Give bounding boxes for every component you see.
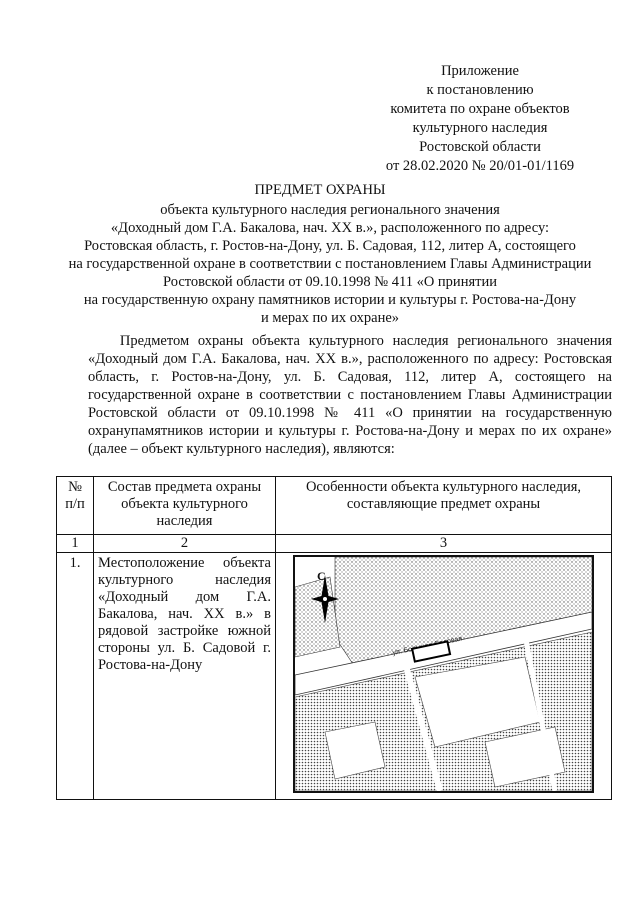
- table-header-row: [57, 477, 612, 535]
- document-subtitle: [60, 201, 600, 327]
- appendix-line: к постановлению: [426, 82, 534, 98]
- appendix-line: Ростовской области: [419, 139, 541, 155]
- appendix-line: Приложение: [441, 63, 519, 79]
- document-title: ПРЕДМЕТ ОХРАНЫ: [254, 182, 386, 198]
- table-numbering-row: [57, 535, 612, 553]
- table-row: [57, 553, 612, 800]
- subtitle-line: объекта культурного наследия регионального значения: [160, 202, 500, 218]
- appendix-header: [360, 62, 600, 176]
- subtitle-line: Ростовская область, г. Ростов-на-Дону, ул. Б. Садовая, 112, литер А, состоящего: [84, 238, 576, 254]
- numbering-cell: 3: [276, 535, 612, 553]
- map-drawing: [295, 557, 592, 791]
- appendix-line: комитета по охране объектов: [390, 101, 570, 117]
- row-description: Местоположение объекта культурного наследия «Доходный дом Г.А. Бакалова, нач. XX в.» в рядовой застройке южной стороны ул. Б. Садовой г. Ростова-на-Дону: [94, 553, 276, 800]
- subtitle-line: на государственную охрану памятников истории и культуры г. Ростова-на-Дону: [83, 292, 577, 308]
- body-text: [88, 332, 612, 458]
- subtitle-line: на государственной охране в соответствии с постановлением Главы Администрации: [68, 256, 592, 272]
- numbering-cell: 2: [94, 535, 276, 553]
- row-number: 1.: [57, 553, 94, 800]
- appendix-line: культурного наследия: [412, 120, 548, 136]
- subtitle-line: и мерах по их охране»: [260, 310, 400, 326]
- subtitle-line: Ростовской области от 09.10.1998 № 411 «О принятии: [163, 274, 497, 290]
- location-map: [293, 555, 594, 793]
- header-composition: Состав предмета охраны объекта культурного наследия: [94, 477, 276, 535]
- street-label: ул.: [391, 648, 403, 657]
- appendix-line: от 28.02.2020 № 20/01-01/1169: [385, 158, 575, 174]
- subtitle-line: «Доходный дом Г.А. Бакалова, нач. XX в.», расположенного по адресу:: [110, 220, 550, 236]
- compass-north-label: С: [317, 569, 326, 583]
- body-paragraph: Предметом охраны объекта культурного наследия регионального значения «Доходный дом Г.А. Бакалова, нач. XX в.», расположенного по адресу: Ростовская область, г. Ростов-на-Дону, ул. Б. Садовая, 112, литер А, состоящего на государственной охране в соответствии с постановлением Главы Администрации Ростовской области от 09.10.1998 № 411 «О принятии на государственную охранупамятников истории и культуры г. Ростова-на-Дону и мерах по их охране» (далее – объект культурного наследия), являются:: [88, 333, 612, 457]
- row-map-cell: [276, 553, 612, 800]
- protection-table: [56, 476, 612, 800]
- numbering-cell: 1: [57, 535, 94, 553]
- header-number: № п/п: [57, 477, 94, 535]
- header-features: Особенности объекта культурного наследия, составляющие предмет охраны: [276, 477, 612, 535]
